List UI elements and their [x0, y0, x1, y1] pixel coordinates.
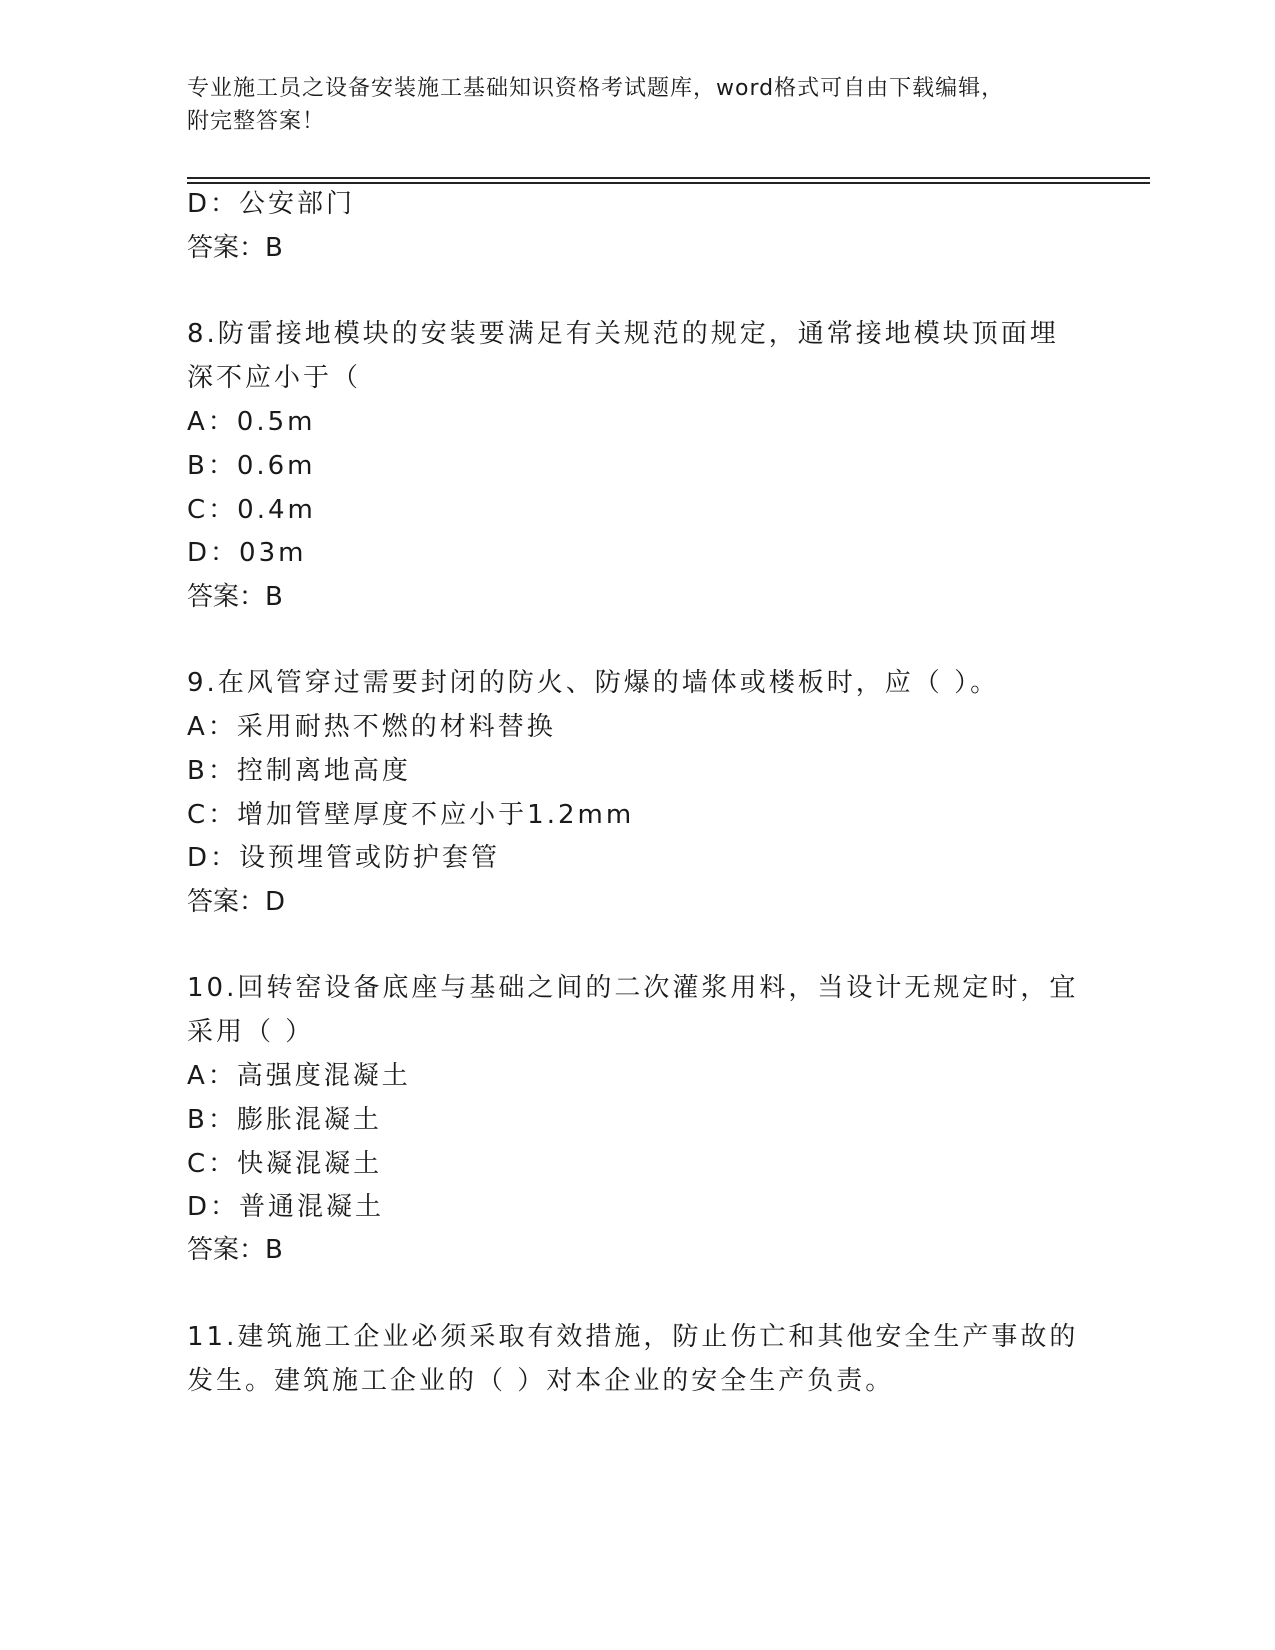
q8-option-b: B：0.6m — [187, 451, 316, 481]
q11-stem-line-2: 发生。建筑施工企业的（ ）对本企业的安全生产负责。 — [187, 1366, 895, 1396]
header-divider-top — [187, 177, 1150, 179]
q10-option-b: B：膨胀混凝土 — [187, 1105, 382, 1135]
header-divider-bottom — [187, 182, 1150, 184]
q10-option-a: A：高强度混凝土 — [187, 1061, 411, 1091]
header-line-1: 专业施工员之设备安装施工基础知识资格考试题库，word格式可自由下载编辑， — [187, 76, 1005, 101]
q8-option-a: A：0.5m — [187, 407, 316, 437]
q9-stem-line-1: 9.在风管穿过需要封闭的防火、防爆的墙体或楼板时，应（ ）。 — [187, 668, 1000, 698]
prev-answer: 答案：B — [187, 233, 283, 263]
q11-stem-line-1: 11.建筑施工企业必须采取有效措施，防止伤亡和其他安全生产事故的 — [187, 1322, 1079, 1352]
header-line-2: 附完整答案！ — [187, 109, 326, 134]
document-header — [187, 72, 1087, 138]
q8-stem-line-1: 8.防雷接地模块的安装要满足有关规范的规定，通常接地模块顶面埋 — [187, 319, 1059, 349]
q9-option-a: A：采用耐热不燃的材料替换 — [187, 712, 556, 742]
q9-option-d: D：设预埋管或防护套管 — [187, 843, 501, 873]
q9-option-c: C：增加管壁厚度不应小于1.2mm — [187, 800, 635, 830]
q9-answer: 答案：D — [187, 887, 286, 917]
q10-stem-line-1: 10.回转窑设备底座与基础之间的二次灌浆用料，当设计无规定时，宜 — [187, 973, 1079, 1003]
q9-option-b: B：控制离地高度 — [187, 756, 411, 786]
prev-option-d: D：公安部门 — [187, 189, 356, 219]
q10-stem-line-2: 采用（ ） — [187, 1017, 315, 1047]
q8-option-d: D：03m — [187, 538, 307, 568]
q10-option-d: D：普通混凝土 — [187, 1192, 385, 1222]
q10-option-c: C：快凝混凝土 — [187, 1149, 383, 1179]
q8-stem-line-2: 深不应小于（ — [187, 363, 362, 393]
q10-answer: 答案：B — [187, 1235, 283, 1265]
q8-option-c: C：0.4m — [187, 495, 316, 525]
q8-answer: 答案：B — [187, 582, 283, 612]
